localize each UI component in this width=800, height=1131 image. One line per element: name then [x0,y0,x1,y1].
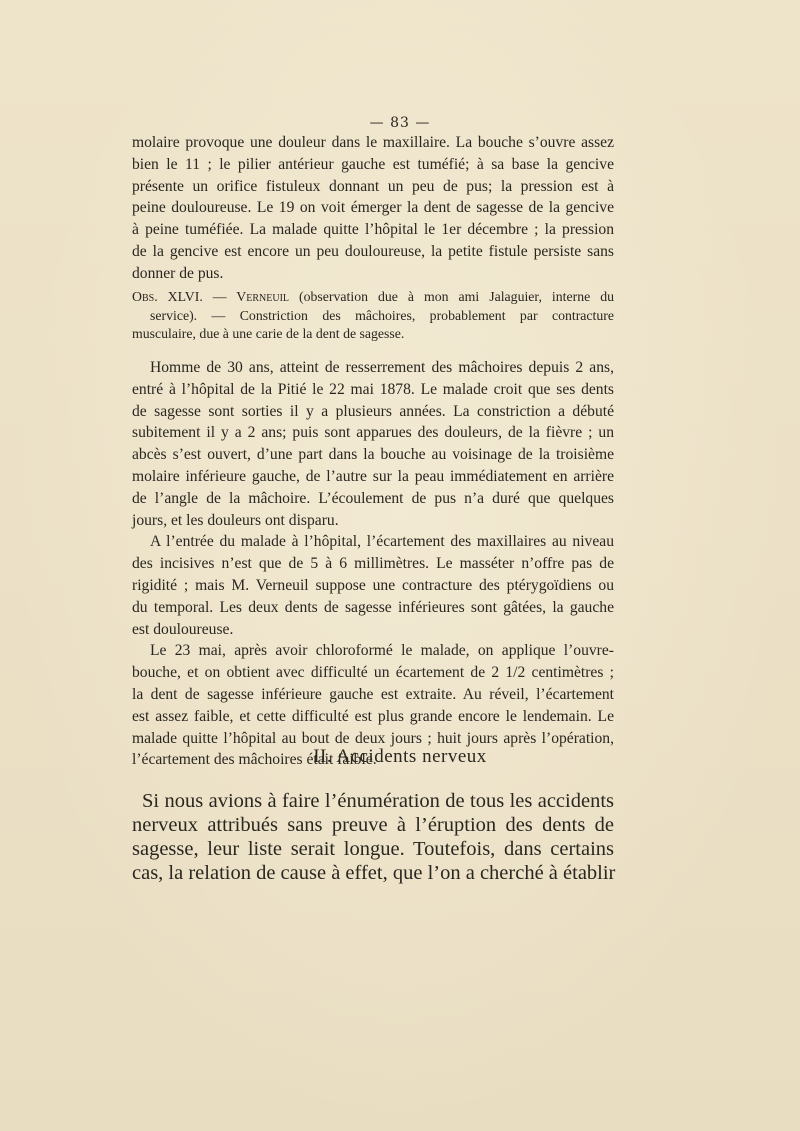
text-line: de l’angle de la mâchoire. L’écoulement de pus n’a duré que quelques [132,489,614,507]
text-line: abcès s’est ouvert, d’une part dans la bouche au voisinage de la troisième [132,446,614,464]
observation-label: Obs. XLVI. — Verneuil [132,289,290,304]
text-line: sagesse, leur liste serait longue. Toutefois, dans certains [132,838,614,860]
text-line: molaire inférieure gauche, de l’autre sur la peau immédiatement en arrière [132,467,614,485]
text-line: subitement il y a 2 ans; puis sont apparues des douleurs, de la fièvre ; un [132,424,614,442]
observation-subtitle-line: service). — Constriction des mâchoires, probablement par contracture [150,307,614,323]
paragraph-case-end [132,132,614,285]
text-line: jours, et les douleurs ont disparu. [132,511,339,529]
text-line: nerveux attribués sans preuve à l’éruption des dents de [132,814,614,836]
page-number: — 83 — [369,115,431,131]
text-line: de sagesse sont sorties il y a plusieurs années. La constriction a débuté [132,402,614,420]
text-line: malade quitte l’hôpital au bout de deux jours ; huit jours après l’opération, [132,729,614,747]
text-line: est assez faible, et cette difficulté est plus grande encore le lendemain. Le [132,707,614,725]
text-line: présente un orifice fistuleux donnant un peu de pus; la pression est à [132,177,614,195]
text-line: cas, la relation de cause à effet, que l’on a cherché à établir [132,862,616,884]
text-line: Homme de 30 ans, atteint de resserrement des mâchoires depuis 2 ans, [150,359,614,376]
observation-title-rest: (observation due à mon ami Jalaguier, interne du [289,289,615,304]
text-line: molaire provoque une douleur dans le maxillaire. La bouche s’ouvre assez [132,134,614,151]
text-line: Si nous avions à faire l’énumération de tous les accidents [142,790,614,812]
text-line: Le 23 mai, après avoir chloroformé le malade, on applique l’ouvre- [150,642,614,660]
text-line: A l’entrée du malade à l’hôpital, l’écartement des maxillaires au niveau [150,533,614,551]
text-line: du temporal. Les deux dents de sagesse inférieures sont gâtées, la gauche [132,598,614,616]
text-line: bien le 11 ; le pilier antérieur gauche est tuméfié; à sa base la gencive [132,155,614,173]
paragraph-observation-body [132,357,614,771]
text-line: de la gencive est encore un peu douloureuse, la petite fistule persiste sans [132,242,614,260]
text-line: l’écartement des mâchoires était faible. [132,751,377,769]
text-line: rigidité ; mais M. Verneuil suppose une contracture des ptérygoïdiens ou [132,576,614,594]
observation-header [132,288,614,344]
text-line: peine douloureuse. Le 19 on voit émerger la dent de sagesse de la gencive [132,199,614,217]
text-line: bouche, et on obtient avec difficulté un écartement de 2 1/2 centimètres ; [132,664,614,682]
text-line: à peine tuméfiée. La malade quitte l’hôpital le 1er décembre ; la pression [132,221,614,239]
text-line: la dent de sagesse inférieure gauche est extraite. Au réveil, l’écartement [132,685,614,703]
text-line: entré à l’hôpital de la Pitié le 22 mai 1878. Le malade croit que ses dents [132,380,614,398]
text-line: est douloureuse. [132,620,234,638]
section-heading: II. Accidents nerveux [313,746,487,767]
text-line: donner de pus. [132,264,224,282]
observation-subtitle-line: musculaire, due à une carie de la dent de sagesse. [132,326,405,341]
observation-title-line [132,288,614,307]
text-line: des incisives n’est que de 5 à 6 millimètres. Le masséter n’offre pas de [132,555,614,573]
paragraph-section-intro [132,789,614,885]
